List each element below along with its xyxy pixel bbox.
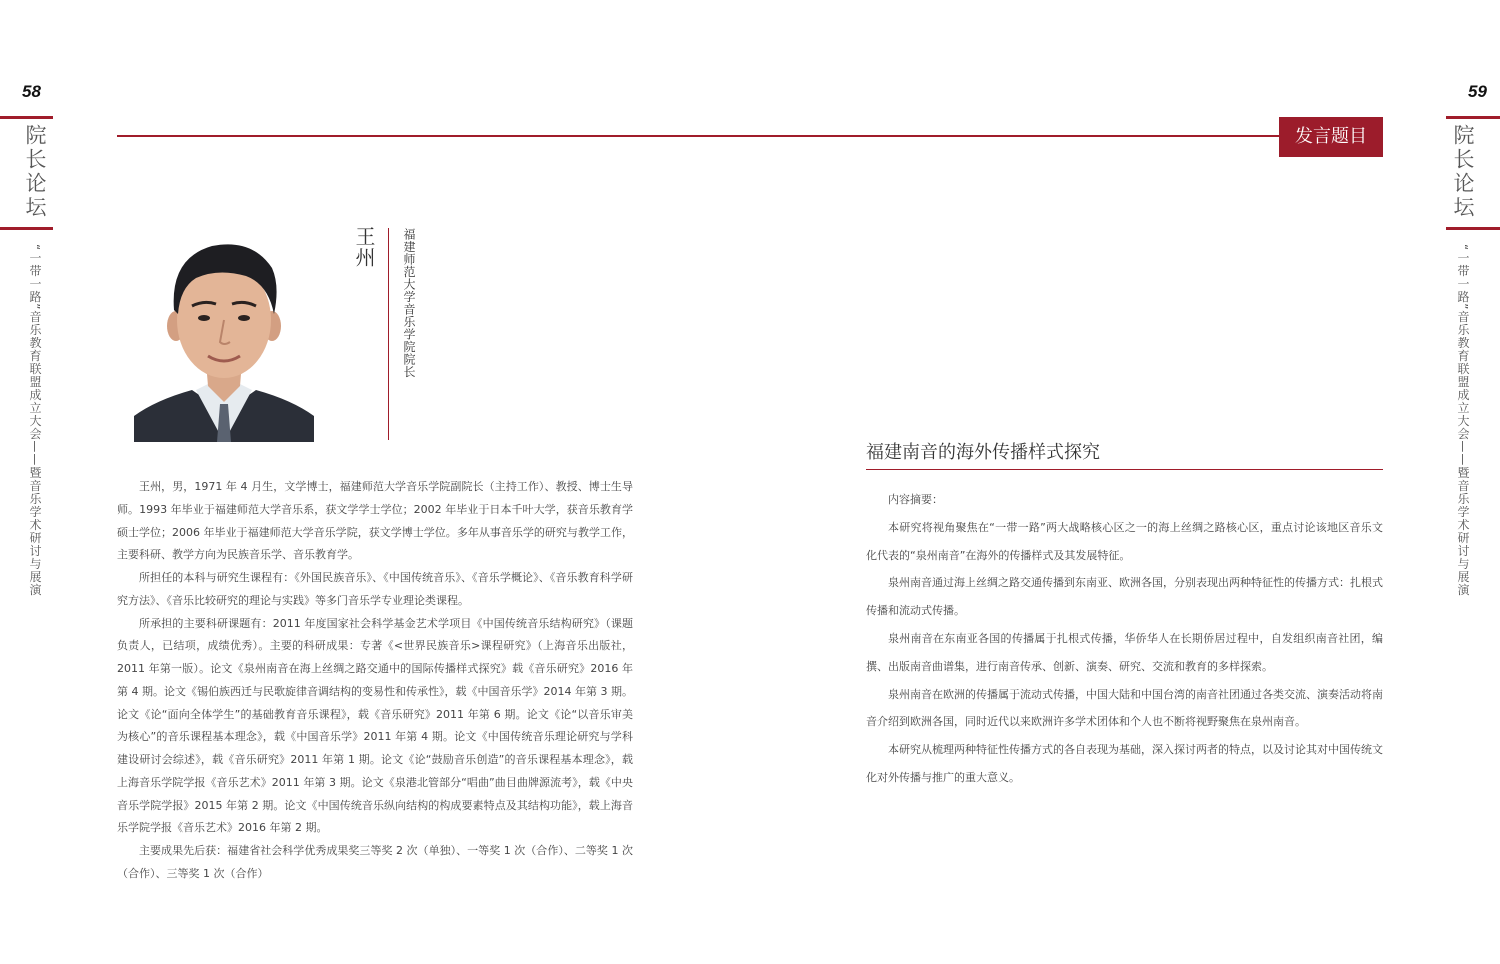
page-number-right: 59 xyxy=(1468,82,1487,101)
bio-paragraph: 所担任的本科与研究生课程有：《外国民族音乐》、《中国传统音乐》、《音乐学概论》、《音乐教育科学研究方法》、《音乐比较研究的理论与实践》等多门音乐学专业理论类课程。 xyxy=(117,571,633,607)
side-rule-bottom-right xyxy=(1446,227,1500,230)
section-tag: 发言题目 xyxy=(1279,117,1383,157)
talk-title: 福建南音的海外传播样式探究 xyxy=(866,442,1100,463)
header-rule xyxy=(117,135,1280,137)
side-rule-top-right xyxy=(1446,116,1500,119)
page-number-left: 58 xyxy=(22,82,41,101)
speaker-portrait xyxy=(134,234,314,442)
section-title-right: 院长论坛 xyxy=(1451,124,1475,220)
bio-paragraph: 所承担的主要科研课题有：2011 年度国家社会科学基金艺术学项目《中国传统音乐结构研究》（课题负责人，已结项，成绩优秀）。主要的科研成果：专著《<世界民族音乐>课程研究》（上海音乐出版社，2011 年第一版）。论文《泉州南音在海上丝绸之路交通中的国际传播样式探究》载《音乐研究》2016 年第 4 期。论文《锡伯族西迁与民歌旋律音调结构的变易性和传承性》，载《中国音乐学》2014 年第 3 期。论文《论“面向全体学生”的基础教育音乐课程》，载《音乐研究》2011 年第 6 期。论文《论“以音乐审美为核心”的音乐课程基本理念》，载《中国音乐学》2011 年第 4 期。论文《中国传统音乐理论研究与学科建设研讨会综述》，载《音乐研究》2011 年第 1 期。论文《论“鼓励音乐创造”的音乐课程基本理念》，载上海音乐学院学报《音乐艺术》2011 年第 3 期。论文《泉港北管部分“唱曲”曲目曲牌源流考》，载《中央音乐学院学报》2015 年第 2 期。论文《中国传统音乐纵向结构的构成要素特点及其结构功能》，载上海音乐学院学报《音乐艺术》2016 年第 2 期。 xyxy=(117,616,633,835)
speaker-bio xyxy=(117,476,633,886)
name-divider xyxy=(388,228,389,440)
abstract-paragraph: 本研究从梳理两种特征性传播方式的各自表现为基础，深入探讨两者的特点，以及讨论其对中国传统文化对外传播与推广的重大意义。 xyxy=(866,743,1383,784)
talk-title-rule xyxy=(866,469,1383,470)
abstract-paragraph: 泉州南音在东南亚各国的传播属于扎根式传播，华侨华人在长期侨居过程中，自发组织南音社团，编撰、出版南音曲谱集，进行南音传承、创新、演奏、研究、交流和教育的多样探索。 xyxy=(866,631,1383,673)
bio-paragraph: 王州，男，1971 年 4 月生，文学博士，福建师范大学音乐学院副院长（主持工作）、教授、博士生导师。1993 年毕业于福建师范大学音乐系，获文学学士学位；2002 年毕业于日本千叶大学，获音乐教育学硕士学位；2006 年毕业于福建师范大学音乐学院，获文学博士学位。多年从事音乐学的研究与教学工作，主要科研、教学方向为民族音乐学、音乐教育学。 xyxy=(117,480,633,562)
side-rule-top-left xyxy=(0,116,53,119)
speaker-affiliation: 福建师范大学音乐学院院长 xyxy=(402,228,416,378)
talk-abstract xyxy=(866,486,1383,792)
abstract-paragraph: 本研究将视角聚焦在“一带一路”两大战略核心区之一的海上丝绸之路核心区，重点讨论该地区音乐文化代表的“泉州南音”在海外的传播样式及其发展特征。 xyxy=(866,520,1383,562)
abstract-paragraph: 泉州南音通过海上丝绸之路交通传播到东南亚、欧洲各国，分别表现出两种特征性的传播方式：扎根式传播和流动式传播。 xyxy=(866,576,1383,618)
section-title-left: 院长论坛 xyxy=(23,124,47,220)
side-rule-bottom-left xyxy=(0,227,53,230)
abstract-paragraph: 泉州南音在欧洲的传播属于流动式传播，中国大陆和中国台湾的南音社团通过各类交流、演奏活动将南音介绍到欧洲各国，同时近代以来欧洲许多学术团体和个人也不断将视野聚焦在泉州南音。 xyxy=(866,687,1383,729)
speaker-name: 王州 xyxy=(352,226,376,268)
bio-paragraph: 主要成果先后获：福建省社会科学优秀成果奖三等奖 2 次（单独）、一等奖 1 次（合作）、二等奖 1 次（合作）、三等奖 1 次（合作） xyxy=(117,844,633,880)
section-subtitle-left: “一带一路”音乐教育联盟成立大会——暨音乐学术研讨与展演 xyxy=(28,244,42,597)
abstract-paragraph: 内容摘要： xyxy=(888,493,943,506)
section-subtitle-right: “一带一路”音乐教育联盟成立大会——暨音乐学术研讨与展演 xyxy=(1456,244,1470,597)
